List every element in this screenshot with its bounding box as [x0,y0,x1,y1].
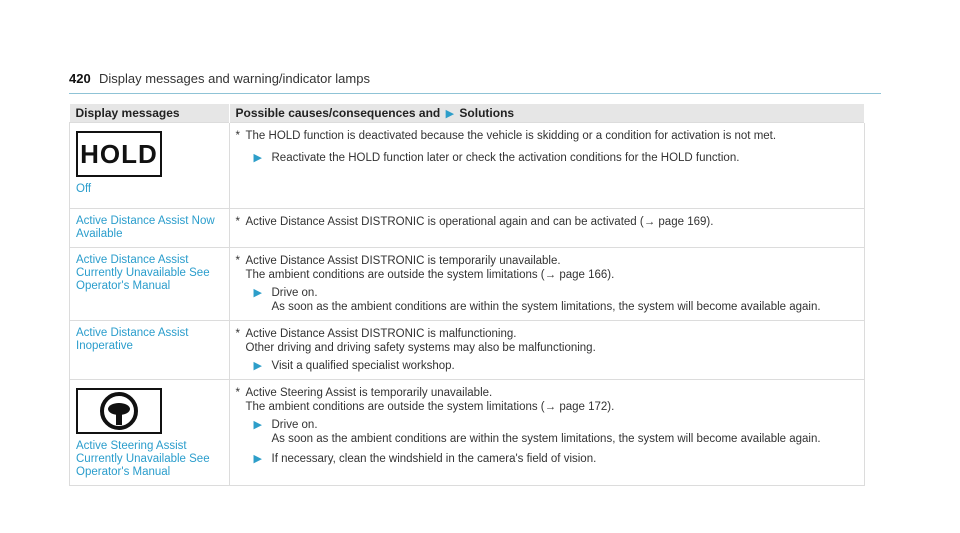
message-label: Off [76,183,92,195]
table-row [70,209,865,248]
arrow-icon: ▶ [253,360,262,372]
hold-icon: HOLD [76,131,162,177]
col-header-causes: Possible causes/consequences and ▶ Solutions [229,104,865,123]
table-row [70,380,865,486]
steering-wheel-icon [76,388,162,434]
solution-text: Visit a qualified specialist workshop. [271,360,455,372]
table-row [70,321,865,380]
message-cell [70,123,230,209]
message-label: Active Steering Assist Currently Unavailable See Operator's Manual [76,440,210,478]
message-label: Active Distance Assist Inoperative [70,321,230,380]
cause-cell: * The HOLD function is deactivated because the vehicle is skidding or a condition for activation is not met. ▶ Reactivate the HOLD function later or check the activation conditions for the HOLD function. [229,123,865,209]
solution-text: Reactivate the HOLD function later or check the activation conditions for the HOLD function. [271,152,740,164]
table-row [70,248,865,321]
cause-text: Active Distance Assist DISTRONIC is operational again and can be activated (→ page 169). [245,216,714,228]
col-header-display-messages: Display messages [70,104,230,123]
arrow-icon: ▶ [253,453,262,465]
table-row [70,123,865,209]
page-number: 420 [69,71,91,86]
arrow-icon: ▶ [253,419,262,431]
solution-text: Drive on. [271,419,318,431]
cause-text: Active Distance Assist DISTRONIC is malfunctioning. [245,328,517,340]
cause-text-2: Other driving and driving safety systems may also be malfunctioning. [245,342,596,354]
solution-text-3: If necessary, clean the windshield in the camera's field of vision. [271,453,597,465]
page-title: Display messages and warning/indicator lamps [99,71,370,86]
message-label: Active Distance Assist Now Available [70,209,230,248]
page-header [69,71,881,94]
cause-cell: * Active Distance Assist DISTRONIC is temporarily unavailable. The ambient conditions are outside the system limitations (→ page 166). ▶ Drive on. As soon as the ambient conditions are within the system limitations, the system will become available again. [229,248,865,321]
display-messages-table [69,104,865,486]
arrow-icon: ▶ [445,108,455,120]
arrow-icon: ▶ [253,287,262,299]
cause-text: Active Distance Assist DISTRONIC is temporarily unavailable. [245,255,561,267]
table-header-row [70,104,865,123]
message-label: Active Distance Assist Currently Unavailable See Operator's Manual [70,248,230,321]
cause-text-2: The ambient conditions are outside the system limitations (→ page 172). [245,401,615,413]
cause-cell: * Active Distance Assist DISTRONIC is malfunctioning. Other driving and driving safety systems may also be malfunctioning. ▶ Visit a qualified specialist workshop. [229,321,865,380]
cause-text-2: The ambient conditions are outside the system limitations (→ page 166). [245,269,615,281]
cause-cell: * Active Distance Assist DISTRONIC is operational again and can be activated (→ page 169). [229,209,865,248]
message-cell [70,380,230,486]
arrow-icon: ▶ [253,152,262,164]
solution-text-2: As soon as the ambient conditions are within the system limitations, the system will become available again. [271,301,821,313]
cause-cell: * Active Steering Assist is temporarily unavailable. The ambient conditions are outside the system limitations (→ page 172). ▶ Drive on. As soon as the ambient conditions are within the system limitations, the system will become available again. ▶ If necessary, clean the windshield in the camera's field of vision. [229,380,865,486]
solution-text: Drive on. [271,287,318,299]
solution-text-2: As soon as the ambient conditions are within the system limitations, the system will become available again. [271,433,821,445]
cause-text: Active Steering Assist is temporarily unavailable. [245,387,493,399]
cause-text: The HOLD function is deactivated because the vehicle is skidding or a condition for activation is not met. [245,130,777,142]
